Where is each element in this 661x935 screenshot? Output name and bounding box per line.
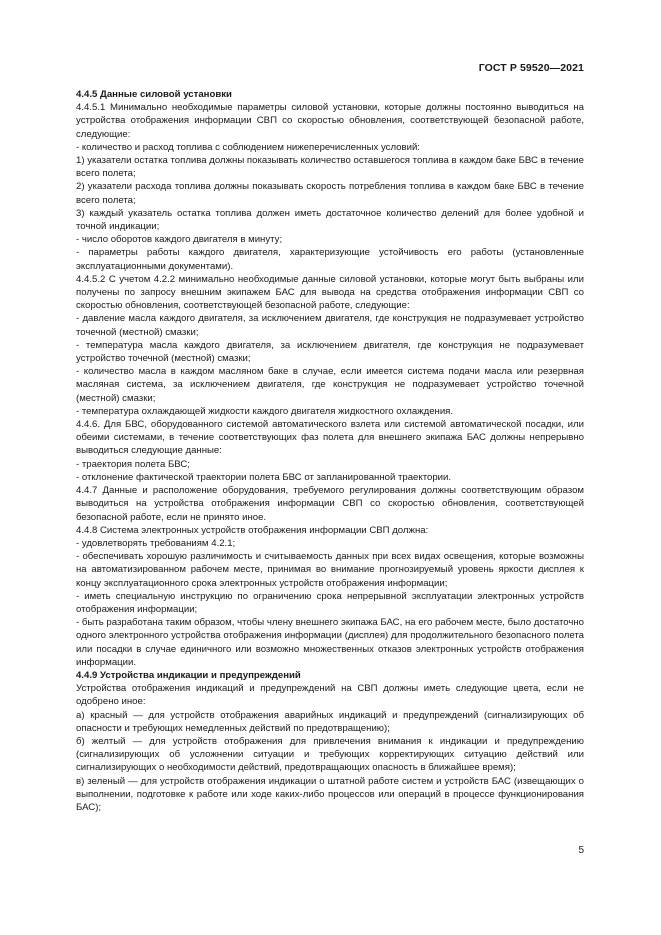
paragraph: - иметь специальную инструкцию по ограничению срока непрерывной эксплуатации электронных устройств отображения информации; (76, 590, 584, 615)
paragraph: 4.4.5.1 Минимально необходимые параметры силовой установки, которые должны постоянно выводиться на устройства отображения информации СВП со скоростью обновления, соответствующей безопасной работе, следующие: (76, 102, 584, 140)
paragraph: 2) указатели расхода топлива должны показывать скорость потребления топлива в каждом баке БВС в течение всего полета; (76, 181, 584, 206)
paragraph: 4.4.5.2 С учетом 4.2.2 минимально необходимые данные силовой установки, которые могут быть выбраны или получены по запросу внешним экипажем БАС для вывода на средства отображения информации СВП со скоростью обновления, соответствующей безопасной работе, следующие: (76, 273, 584, 312)
paragraph: - быть разработана таким образом, чтобы члену внешнего экипажа БАС, на его рабочем месте, было достаточно одного электронного устройства отображения информации (дисплея) для продолжительного безопасного полета или посадки в случае единичного или возможно множественных отказов электронных устройств отображения информации. (76, 617, 584, 668)
paragraph: - траектория полета БВС; (76, 458, 190, 470)
section-heading: 4.4.5 Данные силовой установки (76, 89, 232, 100)
paragraph: в) зеленый — для устройств отображения индикации о штатной работе систем и устройств БАС (извещающих о выполнении, подготовке к работе или ходе каких-либо процессов или операций в процессе функционирования БАС); (76, 775, 584, 813)
paragraph: б) желтый — для устройств отображения для привлечения внимания к индикации и предупреждению (сигнализирующих об усложнении ситуации и требующих корректирующих ситуацию действий или сигнализирующих о необходимости действий, предотвращающих опасность в ближайшее время); (76, 735, 584, 774)
paragraph: 4.4.7 Данные и расположение оборудования, требуемого регулирования должны соответствующим образом выводиться на устройства отображения информации СВП со скоростью обновления, соответствующей безопасной работе, если не принято иное. (76, 485, 584, 523)
paragraph: - число оборотов каждого двигателя в минуту; (76, 234, 283, 246)
page-number: 5 (578, 845, 584, 856)
paragraph: - температура масла каждого двигателя, за исключением двигателя, где конструкция не подразумевает устройство точечной (местной) смазки; (76, 339, 584, 365)
paragraph: - отклонение фактической траектории полета БВС от запланированной траектории. (76, 471, 452, 483)
paragraph: 4.4.6. Для БВС, оборудованного системой автоматического взлета или системой автоматической посадки, или обеими системами, в течение соответствующих фаз полета для внешнего экипажа БАС должны непрерывно выводиться следующие данные: (76, 419, 584, 457)
paragraph: - удовлетворять требованиям 4.2.1; (76, 537, 236, 549)
paragraph: а) красный — для устройств отображения аварийных индикаций и предупреждений (сигнализирующих об опасности и требующих немедленных действий по предотвращению); (76, 709, 584, 734)
paragraph: - количество и расход топлива с соблюдением нижеперечисленных условий: (76, 141, 420, 153)
paragraph: 1) указатели остатка топлива должны показывать количество оставшегося топлива в каждом баке БВС в течение всего полета; (76, 155, 584, 180)
paragraph: 4.4.8 Система электронных устройств отображения информации СВП должна: (76, 524, 429, 536)
section-heading: 4.4.9 Устройства индикации и предупреждений (76, 669, 301, 681)
paragraph: - количество масла в каждом масляном баке в случае, если имеется система подачи масла или резервная масляная система, за исключением двигателя, где конструкция не подразумевает устройство точечной (местной) смазки; (76, 366, 584, 404)
paragraph: - обеспечивать хорошую различимость и считываемость данных при всех видах освещения, которые возможны на автоматизированном рабочем месте, принимая во внимание прогнозируемый уровень яркости дисплея к концу эксплуатационного срока электронных устройств отображения информации; (76, 551, 584, 589)
document-body (76, 88, 584, 814)
paragraph: - температура охлаждающей жидкости каждого двигателя жидкостного охлаждения. (76, 405, 454, 417)
paragraph: - параметры работы каждого двигателя, характеризующие устойчивость его работы (установленные эксплуатационными документами). (76, 247, 584, 272)
standard-code: ГОСТ Р 59520—2021 (478, 62, 584, 74)
paragraph: Устройства отображения индикаций и предупреждений на СВП должны иметь следующие цвета, если не одобрено иное: (76, 683, 584, 708)
paragraph: 3) каждый указатель остатка топлива должен иметь достаточное количество делений для более удобной и точной индикации; (76, 207, 584, 233)
paragraph: - давление масла каждого двигателя, за исключением двигателя, где конструкция не подразумевает устройство точечной (местной) смазки; (76, 313, 584, 338)
